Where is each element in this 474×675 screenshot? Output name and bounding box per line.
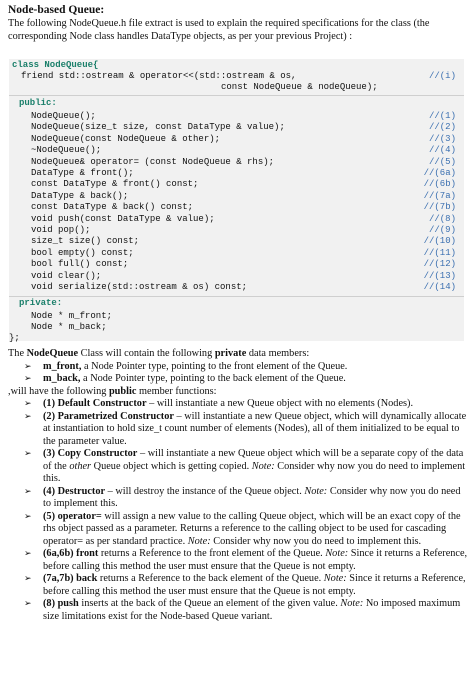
list-item: ➢ (8) push inserts at the back of the Queue an element of the given value. Note: No imposed maximum size limitations exist for the Node-based Queue variant. <box>24 598 461 622</box>
member-declaration: bool empty() const; <box>31 247 134 258</box>
arrow-bullet-icon: ➢ <box>24 361 32 372</box>
list-item: ➢ m_front, a Node Pointer type, pointing to the front element of the Queue. <box>24 360 348 372</box>
private-label: private: <box>19 298 63 308</box>
member-declaration: void push(const DataType & value); <box>31 213 215 224</box>
member-comment: //(11) <box>423 247 456 258</box>
friend-line-1: friend std::ostream & operator<<(std::ostream & os, <box>21 71 297 81</box>
list-item: ➢ (3) Copy Constructor – will instantiate a new Queue object which will be a separate copy of the data of the other Queue object which is getting copied. Note: Consider why now you do need to implement this. <box>24 448 466 484</box>
private-member: Node * m_front; <box>31 311 113 321</box>
member-comment: //(13) <box>423 270 456 281</box>
arrow-bullet-icon: ➢ <box>24 411 32 422</box>
code-line <box>9 259 464 270</box>
code-line <box>9 157 464 168</box>
member-declaration: size_t size() const; <box>31 236 140 247</box>
member-comment: //(7b) <box>423 202 456 213</box>
list-item: ➢ (6a,6b) front returns a Reference to the front element of the Queue. Note: Since it returns a Reference, before calling this method the user must ensure that the Queue is not empty. <box>24 548 468 572</box>
member-comment: //(10) <box>423 236 456 247</box>
code-line <box>9 179 464 190</box>
member-comment: //(9) <box>428 225 456 235</box>
code-block <box>9 59 464 341</box>
code-line <box>9 191 464 202</box>
arrow-bullet-icon: ➢ <box>24 374 32 384</box>
list-item: ➢ (5) operator= will assign a new value to the calling Queue object, which will be an exact copy of the rhs object passed as a parameter. Returns a reference to the calling object to be used for cascading operator= as per standard practice. Note: Consider why now you do need to implement this. <box>24 510 461 547</box>
code-line <box>9 214 464 225</box>
list-item: ➢ m_back, a Node Pointer type, pointing to the back element of the Queue. <box>24 373 346 384</box>
class-close: }; <box>9 333 20 343</box>
member-comment: //(1) <box>428 111 456 121</box>
member-declaration: NodeQueue& operator= (const NodeQueue & rhs); <box>31 156 275 167</box>
list-item: ➢ (2) Parametrized Constructor – will instantiate a new Queue object, which will dynamically allocate at instantiation to hold size_t count number of elements (Nodes), all of them initialized to be equal to the parameter value. <box>24 410 467 447</box>
member-declaration: NodeQueue(const NodeQueue & other); <box>31 133 221 144</box>
arrow-bullet-icon: ➢ <box>24 511 32 522</box>
data-members-intro: The NodeQueue Class will contain the following private data members: <box>8 348 310 359</box>
friend-line-2: const NodeQueue & nodeQueue); <box>221 82 378 92</box>
code-line <box>9 145 464 156</box>
code-line <box>9 271 464 282</box>
arrow-bullet-icon: ➢ <box>24 599 32 609</box>
functions-intro: ,will have the following public member functions: <box>8 385 217 397</box>
member-declaration: void serialize(std::ostream & os) const; <box>31 282 248 292</box>
code-line <box>9 168 464 179</box>
public-label: public: <box>19 98 57 108</box>
member-comment: //(6b) <box>423 179 456 190</box>
code-line <box>9 282 464 293</box>
code-line <box>9 111 464 122</box>
member-declaration: void pop(); <box>31 225 91 235</box>
arrow-bullet-icon: ➢ <box>24 449 32 459</box>
member-declaration: bool full() const; <box>31 259 129 270</box>
function-list <box>8 398 470 623</box>
class-declaration: class NodeQueue{ <box>12 60 99 70</box>
page-title: Node-based Queue: <box>8 4 105 16</box>
code-line <box>9 122 464 133</box>
code-line <box>9 236 464 247</box>
member-declaration: NodeQueue(size_t size, const DataType & value); <box>31 122 285 133</box>
private-member: Node * m_back; <box>31 322 107 332</box>
member-comment: //(3) <box>428 133 456 144</box>
member-declaration: DataType & back(); <box>31 190 129 201</box>
member-declaration: void clear(); <box>31 270 102 281</box>
arrow-bullet-icon: ➢ <box>24 549 32 559</box>
intro-paragraph: The following NodeQueue.h file extract is used to explain the required specifications for the class (the corresponding Node class handles DataType objects, as per your previous Project) : <box>8 18 430 42</box>
arrow-bullet-icon: ➢ <box>24 574 32 584</box>
arrow-bullet-icon: ➢ <box>24 486 32 497</box>
member-comment: //(12) <box>423 259 456 270</box>
code-line <box>9 225 464 236</box>
member-comment: //(2) <box>428 122 456 133</box>
list-item: ➢ (7a,7b) back returns a Reference to the back element of the Queue. Note: Since it returns a Reference, before calling this method the user must ensure that the Queue is not empty. <box>24 573 466 597</box>
code-line <box>9 248 464 259</box>
member-comment: //(5) <box>428 156 456 167</box>
member-declaration: const DataType & front() const; <box>31 179 199 190</box>
friend-comment: //(i) <box>428 71 456 81</box>
arrow-bullet-icon: ➢ <box>24 399 32 409</box>
member-comment: //(4) <box>428 145 456 156</box>
list-item: ➢ (1) Default Constructor – will instantiate a new Queue object with no elements (Nodes). <box>24 398 414 409</box>
member-declaration: const DataType & back() const; <box>31 202 194 213</box>
specification-text <box>8 348 470 623</box>
member-comment: //(7a) <box>423 190 456 201</box>
member-comment: //(6a) <box>423 168 456 178</box>
member-declaration: NodeQueue(); <box>31 111 96 121</box>
member-declaration: DataType & front(); <box>31 168 134 178</box>
member-declaration: ~NodeQueue(); <box>31 145 102 156</box>
member-comment: //(8) <box>428 213 456 224</box>
code-line <box>9 134 464 145</box>
code-line <box>9 202 464 213</box>
member-comment: //(14) <box>423 282 456 292</box>
list-item: ➢ (4) Destructor – will destroy the instance of the Queue object. Note: Consider why now you do need to implement this. <box>24 485 461 509</box>
